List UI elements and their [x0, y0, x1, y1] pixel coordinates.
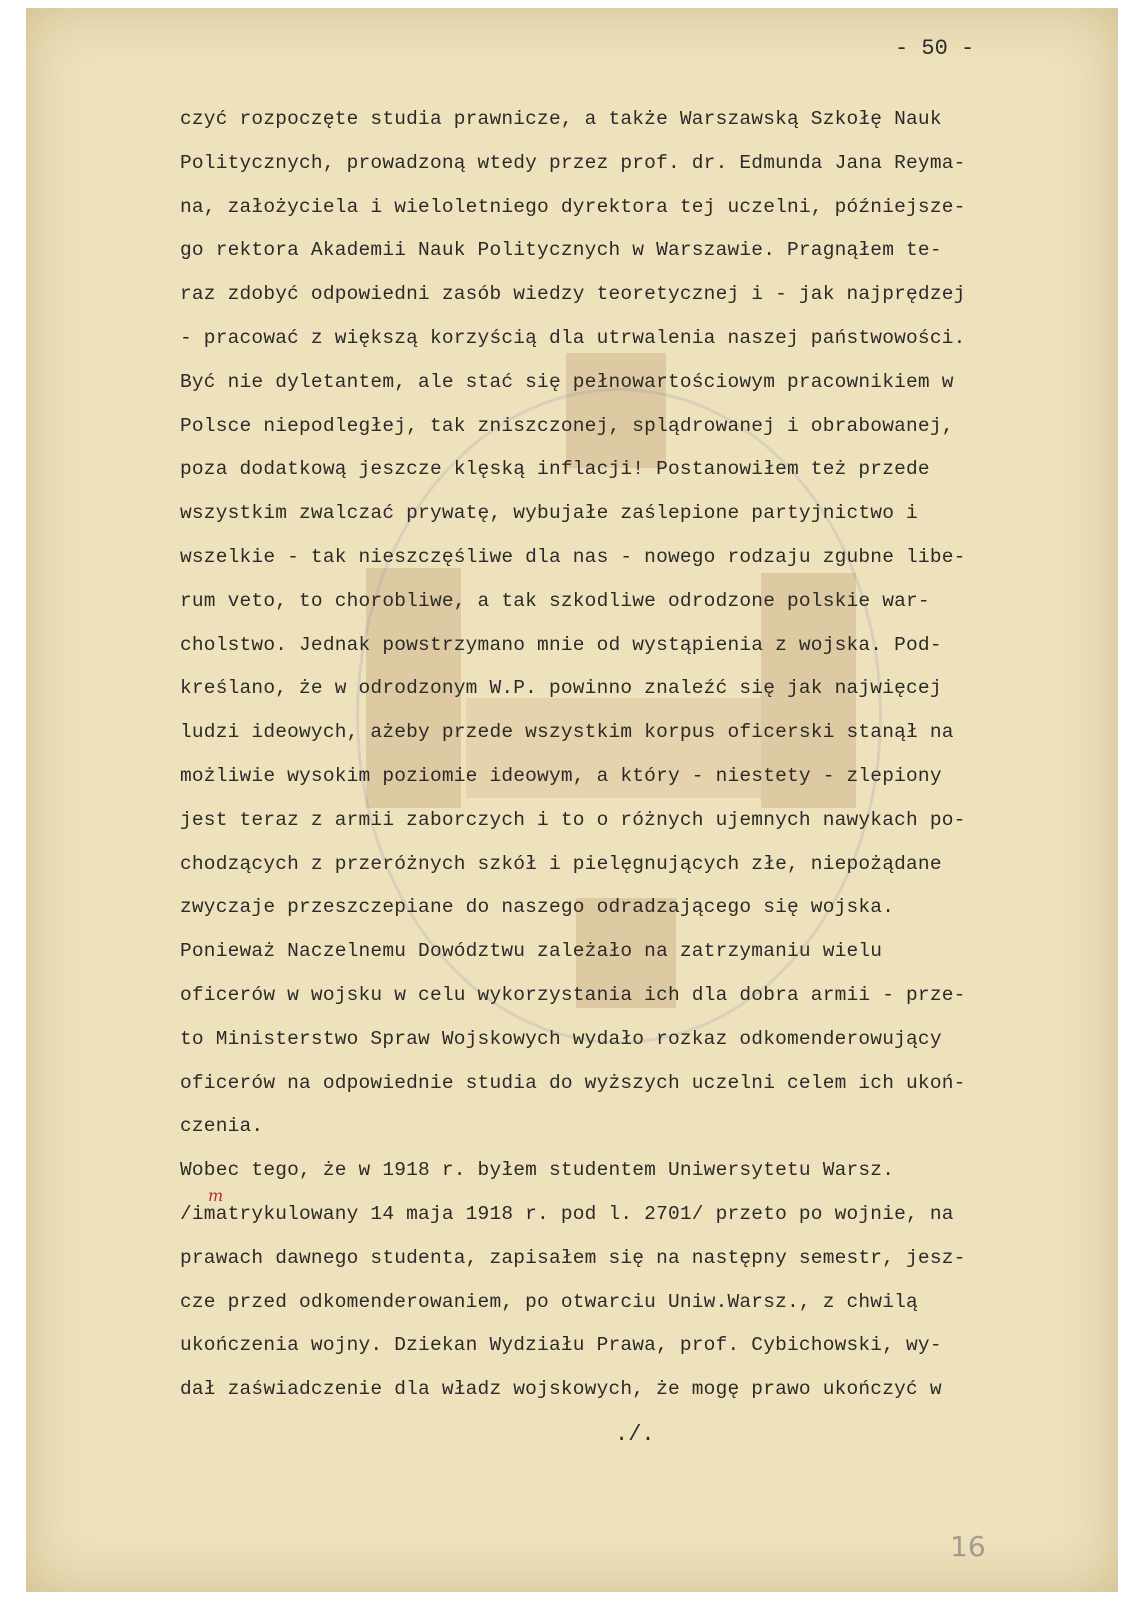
text-line: ludzi ideowych, ażeby przede wszystkim korpus oficerski stanął na [180, 721, 954, 744]
text-line: Być nie dyletantem, ale stać się pełnowartościowym pracownikiem w [180, 370, 954, 393]
text-line: chodzących z przeróżnych szkół i pielęgnujących złe, niepożądane [180, 852, 942, 875]
text-line: czenia. [180, 1115, 264, 1138]
text-line: ukończenia wojny. Dziekan Wydziału Prawa, prof. Cybichowski, wy- [180, 1334, 942, 1357]
text-line: Politycznych, prowadzoną wtedy przez prof. dr. Edmunda Jana Reyma- [180, 151, 966, 174]
text-line: raz zdobyć odpowiedni zasób wiedzy teoretycznej i - jak najprędzej [180, 283, 966, 306]
text-line: go rektora Akademii Nauk Politycznych w Warszawie. Pragnąłem te- [180, 239, 942, 262]
page-number: - 50 - [895, 36, 975, 61]
text-line: Polsce niepodległej, tak zniszczonej, splądrowanej i obrabowanej, [180, 414, 954, 437]
text-line: poza dodatkową jeszcze klęską inflacji! Postanowiłem też przede [180, 458, 930, 481]
pencil-sheet-number: 16 [950, 1530, 986, 1563]
text-line: kreślano, że w odrodzonym W.P. powinno znaleźć się jak najwięcej [180, 677, 942, 700]
text-line: /imatrykulowany 14 maja 1918 r. pod l. 2701/ przeto po wojnie, na [180, 1202, 954, 1225]
text-line: Ponieważ Naczelnemu Dowództwu zależało na zatrzymaniu wielu [180, 940, 883, 963]
text-line: oficerów w wojsku w celu wykorzystania ich dla dobra armii - prze- [180, 983, 966, 1006]
text-line: na, założyciela i wieloletniego dyrektora tej uczelni, późniejsze- [180, 195, 966, 218]
text-line: to Ministerstwo Spraw Wojskowych wydało rozkaz odkomenderowujący [180, 1027, 942, 1050]
text-line: jest teraz z armii zaborczych i to o różnych ujemnych nawykach po- [180, 808, 966, 831]
continuation-mark: ./. [615, 1422, 655, 1447]
text-line: - pracować z większą korzyścią dla utrwalenia naszej państwowości. [180, 326, 966, 349]
typed-body-text [180, 98, 1080, 1412]
text-line: możliwie wysokim poziomie ideowym, a który - niestety - zlepiony [180, 764, 942, 787]
handwritten-correction: m [208, 1186, 224, 1205]
text-line: zwyczaje przeszczepiane do naszego odradzającego się wojska. [180, 896, 895, 919]
text-line: wszelkie - tak nieszczęśliwe dla nas - nowego rodzaju zgubne libe- [180, 545, 966, 568]
text-line: wszystkim zwalczać prywatę, wybujałe zaślepione partyjnictwo i [180, 502, 918, 525]
text-line: prawach dawnego studenta, zapisałem się na następny semestr, jesz- [180, 1246, 966, 1269]
text-line: rum veto, to chorobliwe, a tak szkodliwe odrodzone polskie war- [180, 589, 930, 612]
text-line: Wobec tego, że w 1918 r. byłem studentem Uniwersytetu Warsz. [180, 1159, 895, 1182]
text-line: czyć rozpoczęte studia prawnicze, a także Warszawską Szkołę Nauk [180, 108, 942, 130]
text-line: cholstwo. Jednak powstrzymano mnie od wystąpienia z wojska. Pod- [180, 633, 942, 656]
text-line: dał zaświadczenie dla władz wojskowych, że mogę prawo ukończyć w [180, 1378, 942, 1401]
text-line: oficerów na odpowiednie studia do wyższych uczelni celem ich ukoń- [180, 1071, 966, 1094]
text-line: cze przed odkomenderowaniem, po otwarciu Uniw.Warsz., z chwilą [180, 1290, 918, 1313]
